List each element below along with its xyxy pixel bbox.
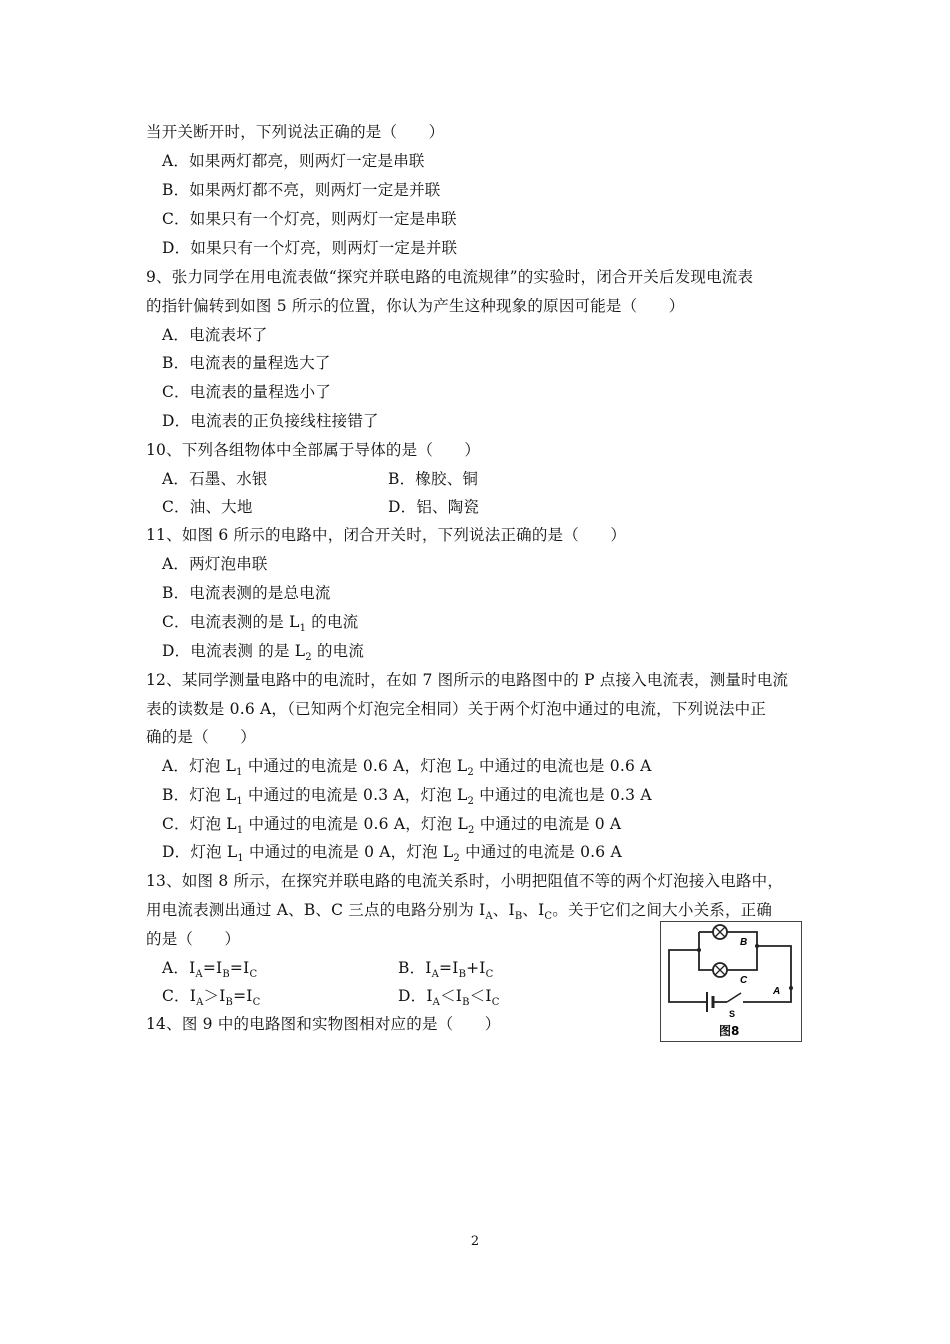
q10-option-d: D．铝、陶瓷 (388, 498, 480, 516)
q8-option-b: B．如果两灯都不亮，则两灯一定是并联 (162, 181, 441, 199)
q9-option-d: D．电流表的正负接线柱接错了 (162, 412, 379, 430)
label-c: C (740, 975, 748, 986)
q12-stem-line1: 12、某同学测量电路中的电流时，在如 7 图所示的电路图中的 P 点接入电流表，测量时电流 (146, 671, 789, 689)
q8-option-c: C．如果只有一个灯亮，则两灯一定是串联 (162, 210, 457, 228)
q8-option-d: D．如果只有一个灯亮，则两灯一定是并联 (162, 239, 458, 257)
q13-stem-line1: 13、如图 8 所示，在探究并联电路的电流关系时，小明把阻值不等的两个灯泡接入电路中， (146, 872, 784, 890)
q11-option-a: A．两灯泡串联 (162, 555, 268, 573)
q12-option-c: C．灯泡 $L_1$ 中通过的电流是 0.6 A，灯泡 $L_2$ 中通过的电流是 0 A (162, 815, 622, 836)
q12-option-a: A．灯泡 $L_1$ 中通过的电流是 0.6 A，灯泡 $L_2$ 中通过的电流也是 0.6 A (162, 757, 652, 778)
q13-stem-line2: 用电流表测出通过 A、B、C 三点的电路分别为 $I_A$、$I_B$、$I_C$。关于它们之间大小关系，正确 (146, 901, 773, 922)
q11-option-b: B．电流表测的是总电流 (162, 584, 331, 602)
q10-option-b: B．橡胶、铜 (388, 470, 479, 488)
q9-stem-line2: 的指针偏转到如图 5 所示的位置，你认为产生这种现象的原因可能是（ ） (146, 297, 685, 315)
q14-stem: 14、图 9 中的电路图和实物图相对应的是（ ） (146, 1015, 501, 1033)
label-s: S (729, 1009, 736, 1019)
q11-option-c: C．电流表测的是 $L_1$ 的电流 (162, 613, 359, 634)
q12-option-d: D．灯泡 $L_1$ 中通过的电流是 0 A，灯泡 $L_2$ 中通过的电流是 0.6 A (162, 843, 622, 864)
q11-stem: 11、如图 6 所示的电路中，闭合开关时，下列说法正确的是（ ） (146, 526, 627, 544)
q9-stem-line1: 9、张力同学在用电流表做“探究并联电路的电流规律”的实验时，闭合开关后发现电流表 (146, 268, 754, 286)
figure-8-circuit (660, 921, 802, 1042)
q12-stem-line3: 确的是（ ） (146, 728, 256, 746)
q10-stem: 10、下列各组物体中全部属于导体的是（ ） (146, 441, 481, 459)
page-number: 2 (470, 1234, 480, 1249)
q10-option-c: C．油、大地 (162, 498, 253, 516)
q10-option-a: A．石墨、水银 (162, 470, 268, 488)
q13-option-c: C．$I_A>I_B=I_C$ (162, 987, 261, 1008)
q12-stem-line2: 表的读数是 0.6 A，（已知两个灯泡完全相同）关于两个灯泡中通过的电流，下列说法中正 (146, 700, 767, 718)
q13-stem-line3: 的是（ ） (146, 930, 241, 948)
q13-option-d: D．$I_A<I_B<I_C$ (398, 987, 500, 1008)
q12-option-b: B．灯泡 $L_1$ 中通过的电流是 0.3 A，灯泡 $L_2$ 中通过的电流也是 0.3 A (162, 786, 652, 807)
label-b: B (740, 937, 748, 948)
q13-option-a: A．$I_A=I_B=I_C$ (162, 959, 258, 980)
q9-option-a: A．电流表坏了 (162, 326, 268, 344)
figure-caption: 图8 (719, 1024, 740, 1038)
circuit-diagram (661, 922, 801, 1041)
q9-option-c: C．电流表的量程选小了 (162, 383, 332, 401)
q11-option-d: D．电流表测 的是 $L_2$ 的电流 (162, 642, 365, 663)
q9-option-b: B．电流表的量程选大了 (162, 354, 331, 372)
q8-stem: 当开关断开时，下列说法正确的是（ ） (146, 123, 445, 141)
q13-option-b: B．$I_A=I_B+I_C$ (398, 959, 494, 980)
label-a: A (773, 986, 781, 997)
q8-option-a: A．如果两灯都亮，则两灯一定是串联 (162, 152, 425, 170)
